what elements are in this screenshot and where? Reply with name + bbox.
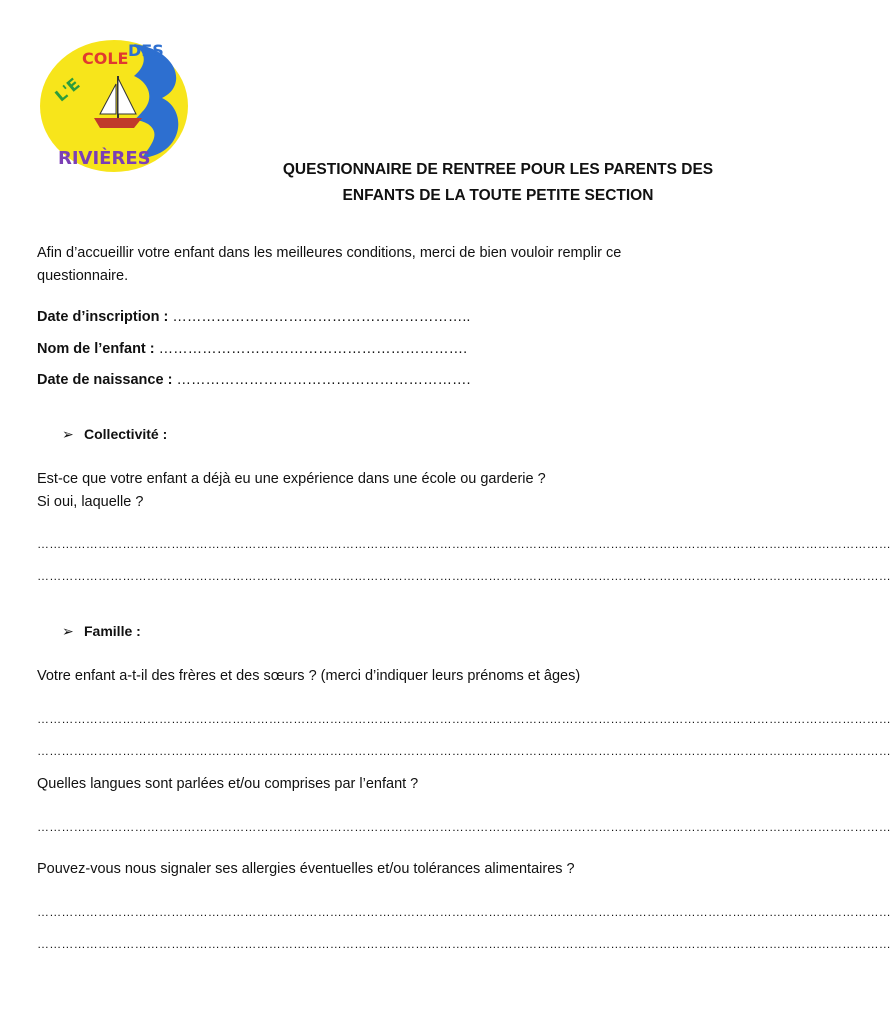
- question-langues: Quelles langues sont parlées et/ou comprises par l’enfant ?: [37, 776, 419, 792]
- field-label: Date d’inscription :: [37, 309, 169, 325]
- answer-line[interactable]: …………………………………………………………………………………………………………………………………………………………………………………………: [37, 569, 891, 583]
- field-dots[interactable]: ……………………………………………………….: [158, 341, 468, 357]
- svg-text:COLE: COLE: [82, 49, 129, 68]
- field-label: Date de naissance :: [37, 372, 173, 388]
- field-date-naissance: [37, 372, 470, 388]
- section-heading-collectivite: [62, 426, 167, 443]
- question-freres-soeurs: Votre enfant a-t-il des frères et des sœurs ? (merci d’indiquer leurs prénoms et âges): [37, 668, 581, 684]
- answer-line[interactable]: …………………………………………………………………………………………………………………………………………………………………………………………: [37, 937, 891, 951]
- section-heading-label: Collectivité :: [84, 426, 168, 442]
- svg-text:RIVIÈRES: RIVIÈRES: [58, 148, 151, 169]
- title-line-2: ENFANTS DE LA TOUTE PETITE SECTION: [342, 187, 654, 204]
- svg-text:L'E: L'E: [51, 74, 84, 106]
- field-nom-enfant: [37, 341, 467, 357]
- question-allergies: Pouvez-vous nous signaler ses allergies éventuelles et/ou tolérances alimentaires ?: [37, 861, 575, 877]
- page-title: [250, 157, 746, 209]
- field-dots[interactable]: …………………………………………………….: [176, 372, 471, 388]
- field-label: Nom de l’enfant :: [37, 341, 155, 357]
- title-line-1: QUESTIONNAIRE DE RENTREE POUR LES PARENTS DES: [282, 161, 714, 178]
- field-dots[interactable]: ……………………………………………………..: [172, 309, 471, 325]
- question-laquelle: Si oui, laquelle ?: [37, 494, 144, 510]
- intro-line-1: Afin d’accueillir votre enfant dans les meilleures conditions, merci de bien vouloir remplir ce: [37, 245, 622, 261]
- section-heading-famille: [62, 623, 141, 640]
- answer-line[interactable]: …………………………………………………………………………………………………………………………………………………………………………………………: [37, 712, 891, 726]
- question-experience: Est-ce que votre enfant a déjà eu une expérience dans une école ou garderie ?: [37, 471, 546, 487]
- school-logo: [38, 36, 194, 176]
- intro-line-2: questionnaire.: [37, 268, 129, 284]
- answer-line[interactable]: …………………………………………………………………………………………………………………………………………………………………………………………: [37, 744, 891, 758]
- answer-line[interactable]: …………………………………………………………………………………………………………………………………………………………………………………………: [37, 537, 891, 551]
- section-heading-label: Famille :: [84, 623, 141, 639]
- arrow-bullet-icon: ➢: [62, 623, 74, 639]
- answer-line[interactable]: …………………………………………………………………………………………………………………………………………………………………………………………: [37, 820, 891, 834]
- answer-line[interactable]: …………………………………………………………………………………………………………………………………………………………………………………………: [37, 905, 891, 919]
- school-logo-icon: [38, 36, 194, 176]
- arrow-bullet-icon: ➢: [62, 426, 74, 442]
- field-date-inscription: [37, 309, 470, 325]
- svg-text:DES: DES: [128, 41, 164, 60]
